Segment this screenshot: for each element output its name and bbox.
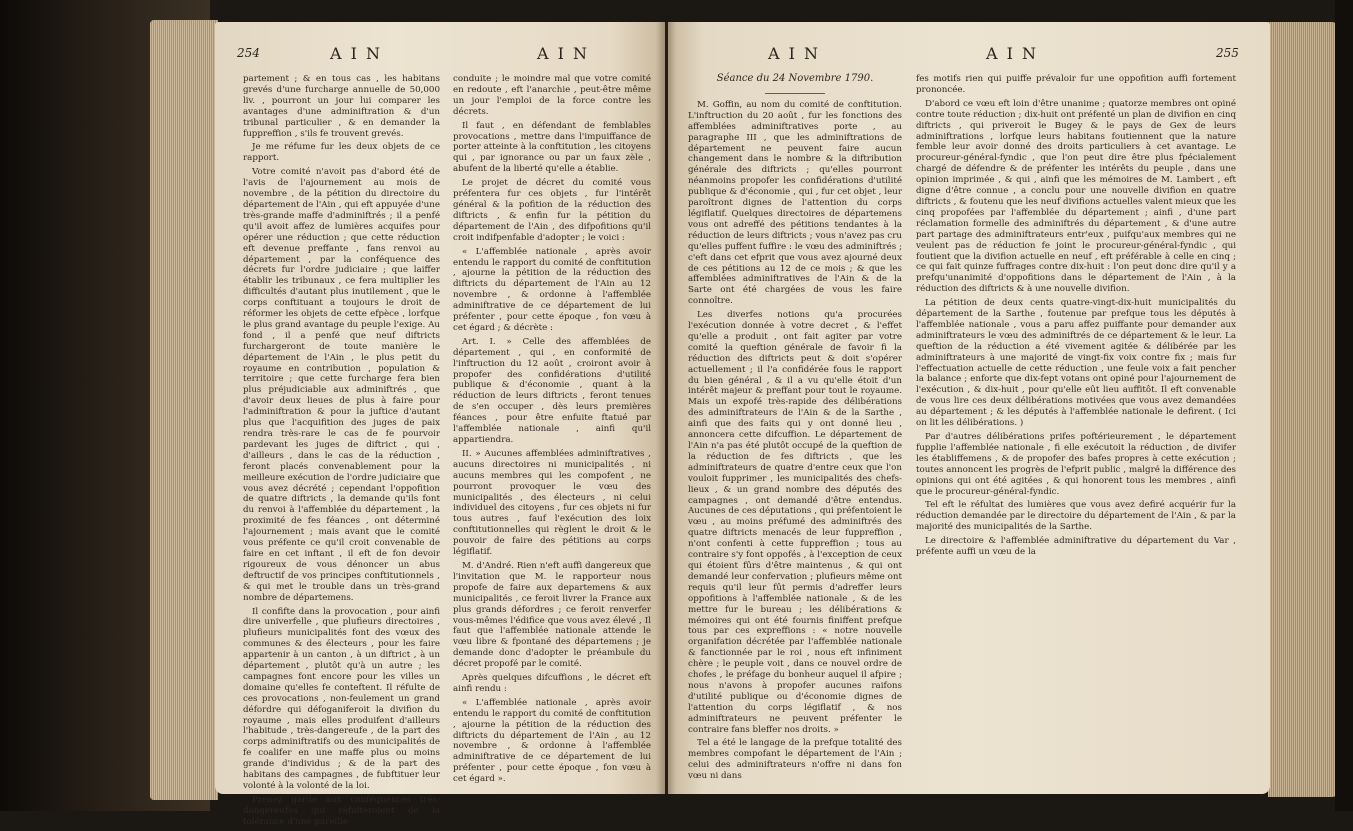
paragraph: partement ; & en tous cas , les habitans grevés d'une furcharge annuelle de 50,000 liv. , pourront un jour lui comparer les avantages d'une adminiftration & d'un tribunal particulier , & en demander la fuppreffion , s'ils fe trouvent grevés.	[243, 74, 440, 139]
session-heading: Séance du 24 Novembre 1790.	[716, 73, 874, 84]
paragraph: M. Goffin, au nom du comité de conftitution. L'inftruction du 20 août , fur les fonctions des affemblées adminiftratives porte , au paragraphe III , que les adminiftrations de département ne peuvent faire aucun changement dans le nombre & la diftribution générale des diftricts ; qu'elles pourront néanmoins propofer les confidérations d'utilité publique & d'économie , qui , fur cet objet , leur paroîtront dignes de l'attention du corps légiflatif. Quelques directoires de départemens vous ont adreffé des pétitions tendantes à la réduction de leurs diftricts ; vous n'avez pas cru qu'elles puffent fuffire : le vœu des adminiftrés ; c'eft dans cet efprit que vous avez ajourné deux de ces pétitions au 12 de ce mois ; & que les affemblées adminiftratives de l'Ain & de la Sarte ont été chargées de vous les faire connoître.	[688, 99, 902, 307]
paragraph: Les diverfes notions qu'a procurées l'exécution donnée à votre decret , & l'effet qu'elle a produit , ont fait agiter par votre comité la queftion générale de favoir fi la réduction des diftricts peut & doit s'opérer actuellement ; il l'a confidérée fous le rapport du bien général , & il a vu qu'elle étoit d'un intérêt majeur & preffant pour tout le royaume. Mais un expofé très-rapide des délibérations des adminiftrateurs de l'Ain & de la Sarthe , ainfi que des faits qui y ont donné lieu , annoncera cette difcuffion. Le département de l'Ain n'a pas été plutôt occupé de la queftion de la réduction de fes diftricts , que les adminiftrateurs de quatre d'entre ceux que l'on vouloit fupprimer , les municipalités des chefs-lieux , & un grand nombre des députés des campagnes , ont demandé d'être entendus. Aucunes de ces députations , qui préfentoient le vœu , au moins préfumé des adminiftrés des quatre diftricts menacés de leur fuppreffion , n'ont confenti à cette fuppreffion ; tous au contraire s'y font oppofés , à l'exception de ceux qui étoient fûrs d'être maintenus , & qui ont demandé leur confervation ; plufieurs même ont requis qu'il leur fût permis d'adreffer leurs oppofitions à l'affemblée nationale , & de les mettre fur le bureau ; les délibérations & mémoires qui ont été fournis finiffent prefque tous par ces expreffions : « notre nouvelle organifation décrétée par l'affemblée nationale & fanctionnée par le roi , nous eft infiniment chère ; le peuple voit , dans ce nouvel ordre de chofes , le préfage du bonheur auquel il afpire ; nous n'avons à propofer aucunes raifons d'utilité publique ou d'économie dignes de l'attention du corps légiflatif , & nos adminiftrateurs ne peuvent préfenter le contraire fans bleffer nos droits. »	[688, 310, 902, 735]
paragraph: Prenez garde aux conféquences très-dangereufes qui réfulteroient de la tolérance d'une pareille	[243, 794, 440, 827]
paragraph: La pétition de deux cents quatre-vingt-dix-huit municipalités du département de la Sarthe , foutenue par prefque tous les députés à l'affemblée nationale , vous a paru affez puiffante pour demander aux adminiftrateurs le vœu des adminiftrés de ce département & le leur. La queftion de la réduction a été vivement agitée & délibérée par les adminiftrateurs à une majorité de vingt-fix voix contre fix ; mais fur l'effectuation actuelle de cette réduction , une feule voix a fait pencher la balance ; enforte que dix-fept votans ont opiné pour l'ajournement de l'exécution , & dix-huit , pour qu'elle eût lieu auffitôt. Il eft convenable de vous lire ces deux délibérations motivées que vous avez demandées au département ; & les députés à l'affemblée nationale le defirent. ( Ici on lit les délibérations. )	[916, 298, 1236, 429]
right-page-number: 255	[1216, 46, 1239, 60]
paragraph: Il confifte dans la provocation , pour ainfi dire univerfelle , que plufieurs directoires , plufieurs municipalités font des vœux des communes & des électeurs , pour les faire appartenir à un canton , à un diftrict , à un département , plutôt qu'à un autre ; les campagnes font encore pour les villes un domaine qu'elles fe conteftent. Il réfulte de ces provocations , non-feulement un grand défordre qui défoganiferoit la divifion du royaume , mais elles produifent d'ailleurs l'habitude , très-dangereufe , de la part des corps adminiftratifs ou des municipalités de fe coalifer en une maffe plus ou moins grande d'individus ; & de la part des habitans des campagnes , de fubftituer leur volonté à la volonté de la loi.	[243, 606, 440, 791]
paragraph: Il faut , en défendant de femblables provocations , mettre dans l'impuiffance de porter atteinte à la conftitution , les citoyens qui , par ignorance ou par un faux zèle , abufent de la liberté qu'elle a établie.	[453, 120, 651, 175]
paragraph: M. d'André. Rien n'eft auffi dangereux que l'invitation que M. le rapporteur nous propofe de faire aux departemens & aux municipalités , ce feroit livrer la France aux plus grands défordres ; ce feroit renverfer vous-mêmes l'édifice que vous avez élevé , Il faut que l'affemblée nationale attende le vœu libre & fpontané des départemens ; je demande donc d'adopter le préambule du décret propofé par le comité.	[453, 560, 651, 670]
paragraph: Tel eft le réfultat des lumières que vous avez defiré acquérir fur la réduction demandée par le directoire du département de l'Ain , & par la majorité des municipalités de la Sarthe.	[916, 500, 1236, 533]
paragraph: Votre comité n'avoit pas d'abord été de l'avis de l'ajournement au mois de novembre , de la pétition du directoire du département de l'Ain , qui eft appuyée d'une très-grande maffe d'adminiftrés ; il a penfé qu'il avoit affez de lumières acquifes pour opérer une réduction ; que cette réduction eft devenue preffante , fans renvoi au département , par la conféquence des décrets fur l'ordre judiciaire ; que laiffer établir les tribunaux , ce fera multiplier les difficultés d'autant plus inutilement , que le corps conftituant a toujours le droit de réformer les objets de cette efpèce , lorfque le plus grand avantage du peuple l'exige. Au fond , il a penfé que neuf diftricts furchargeront de toute manière le département de l'Ain , le plus petit du royaume en contribution , population & territoire ; que cette furcharge fera bien plus préjudiciable aux adminiftrés , que d'avoir deux lieues de plus à faire pour l'adminiftration & pour la juftice d'autant plus que l'acquifition des juges de paix rendra très-rare le cas de fe pourvoir pardevant les juges de diftrict , qui , d'ailleurs , dans le cas de la réduction , feront placés convenablement pour la meilleure exécution de l'ordre judiciaire que vous avez décrété ; cependant l'oppofition de quatre diftricts , la demande qu'ils font du renvoi à l'affemblée du département , la proximité de fes féances , ont déterminé l'ajournement ; mais avant que le comité vous préfente ce qu'il croit convenable de faire en cet inftant , il eft de fon devoir rigoureux de vous dénoncer un abus deftructif de vos principes conftitutionnels , & qui met le trouble dans un très-grand nombre de départemens.	[243, 167, 440, 603]
paragraph: Tel a été le langage de la prefque totalité des membres compofant le département de l'Ain ; celui des adminiftrateurs n'offre ni dans fon vœu ni dans	[688, 738, 902, 782]
left-column-2	[453, 74, 651, 788]
book-gutter	[656, 22, 676, 794]
paragraph: Art. I. » Celle des affemblées de département , qui , en conformité de l'inftruction du 12 août , croiront avoir à propofer des confidérations d'utilité publique & d'économie , quant à la réduction de leurs diftricts , feront tenues de s'en occuper , dès leurs premières féances , pour être enfuite ftatué par l'affemblée nationale , ainfi qu'il appartiendra.	[453, 336, 651, 445]
page-stack-right	[1268, 22, 1338, 797]
paragraph: Je me réfume fur les deux objets de ce rapport.	[243, 142, 440, 164]
book-shadow-right	[1335, 0, 1353, 811]
paragraph: II. » Aucunes affemblées adminiftratives , aucuns directoires ni municipalités , ni aucuns membres qui les compofent , ne pourront provoquer le vœu des municipalités , des électeurs , ni celui individuel des citoyens , fur ces objets ni fur tous autres , fauf l'exécution des loix conftitutionnelles qui règlent le droit & le pouvoir de faire des pétitions au corps légiflatif.	[453, 448, 651, 558]
paragraph: D'abord ce vœu eft loin d'être unanime ; quatorze membres ont opiné contre toute réduction ; dix-huit ont préfenté un plan de divifion en cinq diftricts , qui priveroit le Bugey & le pays de Gex de leurs adminiftrations , lorfque leurs habitans foutiennent que la nature femble leur avoir donné des droits particuliers à cet avantage. Le procureur-général-fyndic , que l'on peut dire être plus fpécialement chargé de défendre & de préfenter les intérêts du peuple , dans une opinion imprimée , & qui , ainfi que les mémoires de M. Lambert , eft digne d'être connue , a conclu pour une nouvelle divifion en quatre diftricts , & foutenu que les neuf divifions actuelles valent mieux que les cinq propofées par l'affemblée du département ; ainfi , d'une part réclamation formelle des adminiftrés du département , & d'une autre part partage des adminiftrateurs entr'eux , puifqu'aux membres qui ne veulent pas de réduction fe joint le procureur-général-fyndic , qui foutient que la divifion actuelle en neuf , eft préférable à celle en cinq ; ce qui fait quinze fuffrages contre dix-huit : l'on peut donc dire qu'il y a prefqu'unanimité d'oppofitions dans le département de l'Ain , à la réduction des diftricts & à une nouvelle divifion.	[916, 98, 1236, 295]
paragraph: fes motifs rien qui puiffe prévaloir fur une oppofition auffi fortement prononcée.	[916, 74, 1236, 95]
right-column-2	[916, 74, 1236, 561]
paragraph: « L'affemblée nationale , après avoir entendu le rapport du comité de conftitution , ajourne la pétition de la réduction des diftricts du département de l'Ain au 12 novembre , & ordonne à l'affemblée adminiftrative de ce département de lui préfenter , pour cette époque , fon vœu à cet égard ; & décrète :	[453, 246, 651, 333]
left-page-number: 254	[237, 46, 260, 60]
right-running-header-col1: A I N	[768, 44, 821, 63]
left-running-header-col2: A I N	[537, 44, 590, 63]
right-column-1	[688, 74, 902, 785]
right-running-header: A I N	[986, 44, 1039, 63]
paragraph: conduite ; le moindre mal que votre comité en redoute , eft l'anarchie , peut-être même un jour l'emploi de la force contre les décrets.	[453, 74, 651, 117]
divider	[765, 93, 825, 94]
left-page	[215, 22, 665, 827]
paragraph: Le directoire & l'affemblée adminiftrative du département du Var , préfente auffi un vœu de la	[916, 536, 1236, 558]
page-stack-left	[150, 20, 218, 800]
right-page	[668, 22, 1270, 794]
paragraph: « L'affemblée nationale , après avoir entendu le rapport du comité de conftitution , ajourne la pétition de la réduction des diftricts du département de l'Ain , au 12 novembre , & ordonne à l'affemblée adminiftrative de ce département de lui préfenter , pour cette époque , fon vœu à cet égard ».	[453, 697, 651, 785]
left-running-header: A I N	[330, 44, 383, 63]
left-column-1	[243, 74, 440, 831]
paragraph: Après quelques difcuffions , le décret eft ainfi rendu :	[453, 673, 651, 694]
paragraph: Le projet de décret du comité vous préfentera fur ces objets , fur l'intérêt général & la pofition de la réduction des diftricts , & enfin fur la pétition du département de l'Ain , des difpofitions qu'il croit indifpenfable d'adopter ; le voici :	[453, 178, 651, 243]
paragraph: Par d'autres délibérations prifes poftérieurement , le département fupplie l'affemblée nationale , fi elle exécutoit la réduction , de divifer les établiffemens , & de propofer des bafes propres à cette exécution ; toutes annoncent les progrès de l'efprit public , malgré la différence des opinions qui ont été agitées , & qui honorent tous les membres , ainfi que le procureur-général-fyndic.	[916, 432, 1236, 497]
